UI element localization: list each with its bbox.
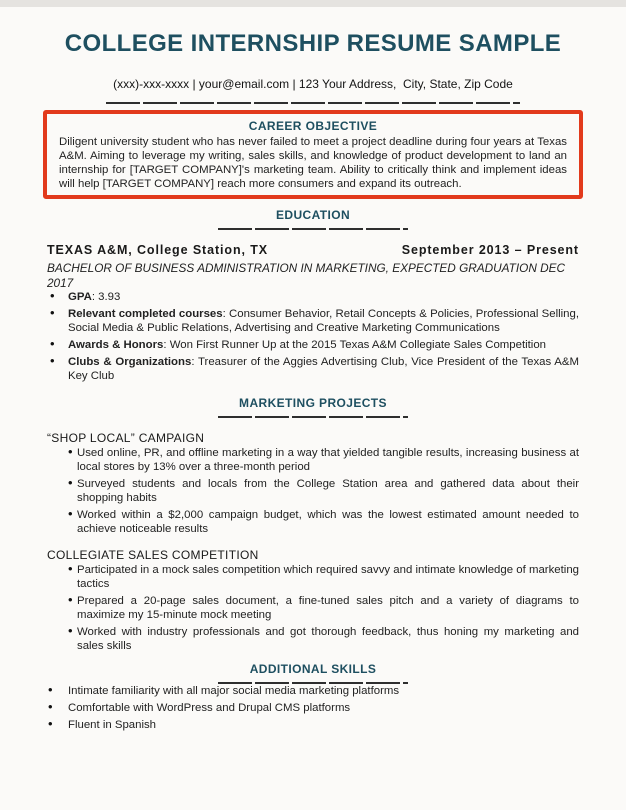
list-item [47,338,579,352]
additional-skills-section [47,684,579,732]
career-objective-text: Diligent university student who has never failed to meet a project deadline during four years at Texas A&M. Aiming to leverage my writing, sales skills, and knowledge of product development to land an internship for [TARGET COMPANY]'s marketing team. Ability to critically think and implement ideas will help [TARGET COMPANY] reach more consumers and expand its outreach. [59,136,567,190]
education-school: TEXAS A&M, College Station, TX [47,243,268,257]
contact-line: (xxx)-xxx-xxxx | your@email.com | 123 Your Address, City, State, Zip Code [113,77,513,91]
shop-local-bullet-list [47,446,579,536]
list-item: • Participated in a mock sales competition which required savvy and intimate knowledge of marketing tactics [47,563,579,591]
bullet-text: : Consumer Behavior, Retail Concepts & Policies, Professional Selling, Social Media & Public Relations, Advertising and Creative Marketing Communications [68,308,579,334]
list-item: • Prepared a 20-page sales document, a fine-tuned sales pitch and a variety of diagrams to maximize my 15-minute mock meeting [47,594,579,622]
list-item: • Comfortable with WordPress and Drupal CMS platforms [47,701,579,715]
bullet-text: : Won First Runner Up at the 2015 Texas A&M Collegiate Sales Competition [163,339,546,351]
bullet-label: GPA [68,291,92,303]
project-name-shop-local: “SHOP LOCAL” CAMPAIGN [47,431,205,445]
section-heading-marketing-projects: MARKETING PROJECTS [239,396,387,410]
list-item [47,307,579,335]
education-school-row [47,243,579,258]
list-item: • Intimate familiarity with all major social media marketing platforms [47,684,579,698]
bullet-label: Clubs & Organizations [68,356,192,368]
education-divider [218,228,408,230]
bullet-label: Relevant completed courses [68,308,223,320]
marketing-projects-divider [218,416,408,418]
bullet-label: Awards & Honors [68,339,164,351]
career-objective-highlight-box [43,110,583,199]
page-top-edge [0,0,626,7]
education-section [47,243,579,383]
section-heading-education: EDUCATION [275,208,351,222]
list-item: • Worked with industry professionals and got thorough feedback, thus honing my marketing and sales skills [47,625,579,653]
marketing-projects-section [47,431,579,653]
education-dates: September 2013 – Present [401,243,579,257]
list-item: • Surveyed students and locals from the College Station area and gathered data about their shopping habits [47,477,579,505]
bullet-text: : Treasurer of the Aggies Advertising Club, Vice President of the Texas A&M Key Club [68,356,579,382]
header-divider [106,102,520,104]
list-item: • Worked within a $2,000 campaign budget, which was the lowest estimated amount needed to achieve noticeable results [47,508,579,536]
list-item: • Fluent in Spanish [47,718,579,732]
list-item [47,290,579,304]
education-bullet-list [47,290,579,383]
list-item: • Used online, PR, and offline marketing in a way that yielded tangible results, increasing business at local stores by 13% over a three-month period [47,446,579,474]
bullet-text: : 3.93 [91,291,121,303]
project-name-collegiate-sales: COLLEGIATE SALES COMPETITION [47,548,259,562]
list-item [47,355,579,383]
additional-skills-bullet-list [47,684,579,732]
section-heading-additional-skills: ADDITIONAL SKILLS [249,662,377,676]
education-degree: BACHELOR OF BUSINESS ADMINISTRATION IN MARKETING, EXPECTED GRADUATION DEC 2017 [47,261,566,290]
collegiate-sales-bullet-list [47,563,579,653]
section-heading-career-objective: CAREER OBJECTIVE [248,119,378,133]
page-title: COLLEGE INTERNSHIP RESUME SAMPLE [64,30,562,57]
